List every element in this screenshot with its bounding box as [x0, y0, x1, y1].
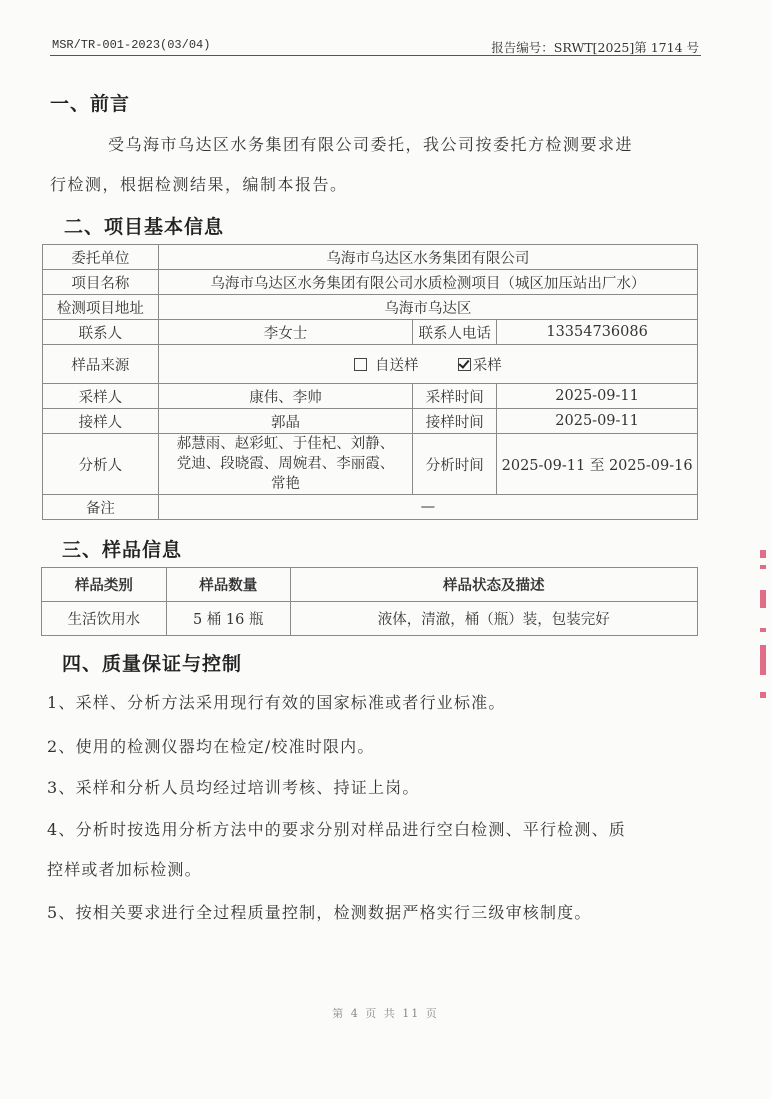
contact-label: 联系人 — [43, 320, 159, 345]
analyst-label: 分析人 — [43, 434, 159, 495]
source-label: 样品来源 — [43, 345, 159, 384]
qc-item-4: 4、分析时按选用分析方法中的要求分别对样品进行空白检测、平行检测、质 — [47, 820, 626, 839]
remark-label: 备注 — [43, 495, 159, 520]
table-row — [43, 434, 698, 495]
table-row — [43, 245, 698, 270]
sampler-label: 采样人 — [43, 384, 159, 409]
sample-category: 生活饮用水 — [42, 602, 167, 636]
table-header-row — [42, 568, 698, 602]
self-delivered-checkbox[interactable] — [354, 358, 367, 371]
seal-fragment — [760, 550, 766, 558]
table-row — [43, 409, 698, 434]
receiver-label: 接样人 — [43, 409, 159, 434]
self-delivered-label: 自送样 — [375, 357, 419, 374]
project-info-table — [42, 244, 698, 520]
sampling-checkbox[interactable] — [458, 358, 471, 371]
source-options — [158, 345, 697, 384]
phone-value: 13354736086 — [497, 320, 698, 345]
receiver-value: 郭晶 — [158, 409, 413, 434]
analyst-line-2: 党迪、段晓霞、周婉君、李丽霞、 — [176, 456, 395, 472]
phone-label: 联系人电话 — [413, 320, 497, 345]
receive-time-label: 接样时间 — [413, 409, 497, 434]
seal-fragment — [760, 645, 766, 675]
sample-info-table — [41, 567, 698, 636]
header-sample-category: 样品类别 — [42, 568, 167, 602]
seal-fragment — [760, 628, 766, 632]
seal-fragment — [760, 590, 766, 608]
address-value: 乌海市乌达区 — [158, 295, 697, 320]
header-sample-description: 样品状态及描述 — [290, 568, 697, 602]
seal-fragment — [760, 565, 766, 569]
table-row — [43, 320, 698, 345]
sampler-value: 康伟、李帅 — [158, 384, 413, 409]
project-value: 乌海市乌达区水务集团有限公司水质检测项目（城区加压站出厂水） — [158, 270, 697, 295]
section-title-sample-info: 三、样品信息 — [62, 539, 183, 561]
section-title-preface: 一、前言 — [50, 93, 131, 115]
remark-value: — — [158, 495, 697, 520]
receive-time-value: 2025-09-11 — [497, 409, 698, 434]
sample-description: 液体，清澈，桶（瓶）装，包装完好 — [290, 602, 697, 636]
client-label: 委托单位 — [43, 245, 159, 270]
preface-line-1: 受乌海市乌达区水务集团有限公司委托，我公司按委托方检测要求进 — [108, 135, 634, 154]
header-divider — [50, 55, 701, 56]
contact-value: 李女士 — [158, 320, 413, 345]
sample-quantity: 5 桶 16 瓶 — [166, 602, 290, 636]
table-row — [43, 345, 698, 384]
analyst-line-3: 常艳 — [271, 476, 301, 492]
page-indicator: 第 4 页 共 11 页 — [332, 1007, 439, 1020]
qc-item-3: 3、采样和分析人员均经过培训考核、持证上岗。 — [47, 778, 420, 797]
table-row — [43, 495, 698, 520]
qc-item-4-continued: 控样或者加标检测。 — [47, 860, 202, 879]
section-title-quality-control: 四、质量保证与控制 — [62, 653, 243, 675]
project-label: 项目名称 — [43, 270, 159, 295]
qc-item-1: 1、采样、分析方法采用现行有效的国家标准或者行业标准。 — [47, 693, 506, 712]
section-title-project-info: 二、项目基本信息 — [64, 216, 225, 238]
table-row — [42, 602, 698, 636]
client-value: 乌海市乌达区水务集团有限公司 — [158, 245, 697, 270]
sampling-label: 采样 — [472, 357, 502, 374]
preface-line-2: 行检测，根据检测结果，编制本报告。 — [50, 175, 348, 194]
analyst-line-1: 郝慧雨、赵彩虹、于佳杞、刘静、 — [176, 436, 395, 452]
seal-fragment — [760, 692, 766, 698]
report-number: 报告编号：SRWT[2025]第 1714 号 — [491, 40, 699, 55]
table-row — [43, 295, 698, 320]
document-code: MSR/TR-001-2023(03/04) — [52, 38, 211, 52]
table-row — [43, 384, 698, 409]
analysis-time-value: 2025-09-11 至 2025-09-16 — [497, 434, 698, 495]
analysis-time-label: 分析时间 — [413, 434, 497, 495]
header-sample-quantity: 样品数量 — [166, 568, 290, 602]
qc-item-5: 5、按相关要求进行全过程质量控制，检测数据严格实行三级审核制度。 — [47, 903, 592, 922]
table-row — [43, 270, 698, 295]
sample-time-value: 2025-09-11 — [497, 384, 698, 409]
address-label: 检测项目地址 — [43, 295, 159, 320]
qc-item-2: 2、使用的检测仪器均在检定/校准时限内。 — [47, 737, 375, 756]
sample-time-label: 采样时间 — [413, 384, 497, 409]
analyst-value — [158, 434, 413, 495]
